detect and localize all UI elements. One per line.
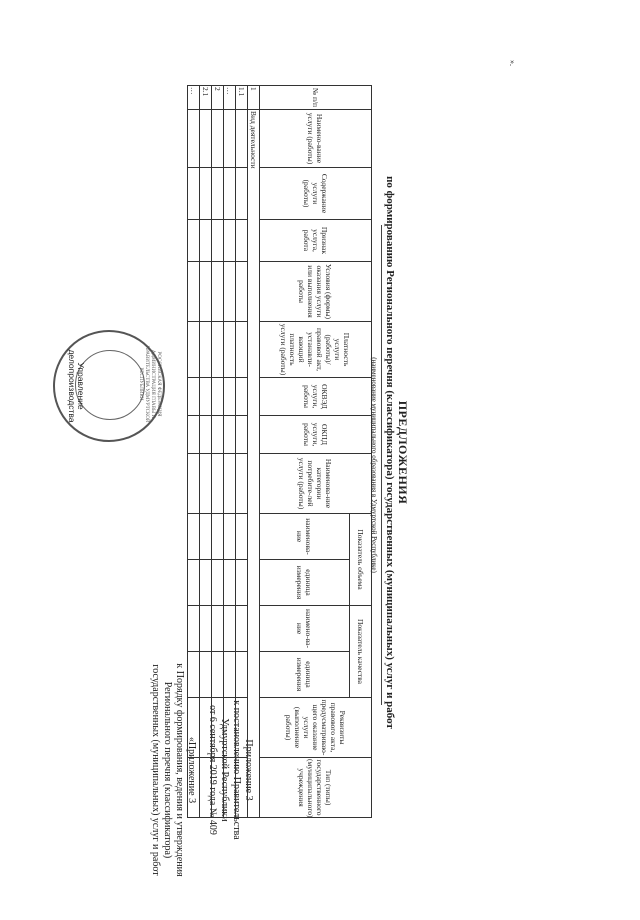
header-institution-type: Тип (типы) государственного (муниципального) учреждения	[260, 758, 372, 818]
document-subtitle: по формированию Регионального перечня (классификатора) государственных (муниципальных) услуг и работ	[384, 176, 396, 729]
official-stamp	[53, 330, 165, 442]
municipality-caption: (наименование муниципального образования в Удмуртской Республике)	[370, 357, 378, 573]
header-volume-name: наименова-ние	[260, 514, 350, 560]
header-volume-unit: единица измерения	[260, 560, 350, 606]
row-num: 1.1	[236, 86, 248, 110]
row-num: 2.1	[200, 86, 212, 110]
appendix-line: Регионального перечня (классификатора)	[162, 681, 173, 859]
header-num: № п/п	[260, 86, 372, 110]
stamp-line: делопроизводства	[67, 349, 77, 423]
appendix-line: к постановлению Правительства	[231, 700, 242, 840]
row-activity-type: Вид деятельности	[248, 110, 260, 818]
header-okved: ОКВЭД услуги, работы	[260, 378, 372, 416]
row-num: …	[224, 86, 236, 110]
appendix-line: государственных (муниципальных) услуг и работ	[150, 664, 161, 876]
header-conditions: Условия (формы) оказания услуги или выполнения работы	[260, 262, 372, 322]
header-quality-unit: единица измерения	[260, 652, 350, 698]
appendix-line: к Порядку формирования, ведения и утверждения	[174, 663, 185, 877]
stamp-line: Управление	[76, 362, 86, 410]
header-paid: Платность услуги (работы)/ правовой акт, устанавли-вающий платность услуги (работы)	[260, 322, 372, 378]
appendix-line: Удмуртской Республики	[219, 718, 230, 822]
appendix-line: Приложение 3	[243, 739, 254, 801]
header-volume: Показатель объема	[350, 514, 372, 606]
header-feature: Признак услуга, работа	[260, 220, 372, 262]
appendix-line: «Приложение 3	[186, 736, 197, 804]
closing-quote-marker: ».	[508, 60, 517, 66]
appendix-line: от 6 сентября 2019 года № 409	[207, 705, 218, 835]
row-num: …	[188, 86, 200, 110]
stamp-ring-text: РОССИЙСКАЯ ФЕДЕРАЦИЯ АДМИНИСТРАЦИЯ ГЛАВЫ И ПРАВИТЕЛЬСТВА УДМУРТСКОЙ РЕСПУБЛИКИ	[138, 345, 161, 423]
stamp-label	[67, 332, 85, 440]
header-name: Наимено-вание услуги (работы)	[260, 110, 372, 168]
header-content: Содержание услуги (работы)	[260, 168, 372, 220]
header-okpd: ОКПД услуги, работы	[260, 416, 372, 454]
proposals-table	[187, 85, 372, 818]
header-consumers: Наименова-ние категории потребите-лей услуги (работы)	[260, 454, 372, 514]
row-num: 2	[212, 86, 224, 110]
document-title: ПРЕДЛОЖЕНИЯ	[396, 400, 410, 505]
header-quality: Показатель качества	[350, 606, 372, 698]
row-num: 1	[248, 86, 260, 110]
fill-in-line	[381, 225, 382, 705]
header-legal-act: Реквизиты правового акта, предусматриваю-щего оказание услуги (выполнение работы)	[260, 698, 372, 758]
header-quality-name: наимено-ва-ние	[260, 606, 350, 652]
